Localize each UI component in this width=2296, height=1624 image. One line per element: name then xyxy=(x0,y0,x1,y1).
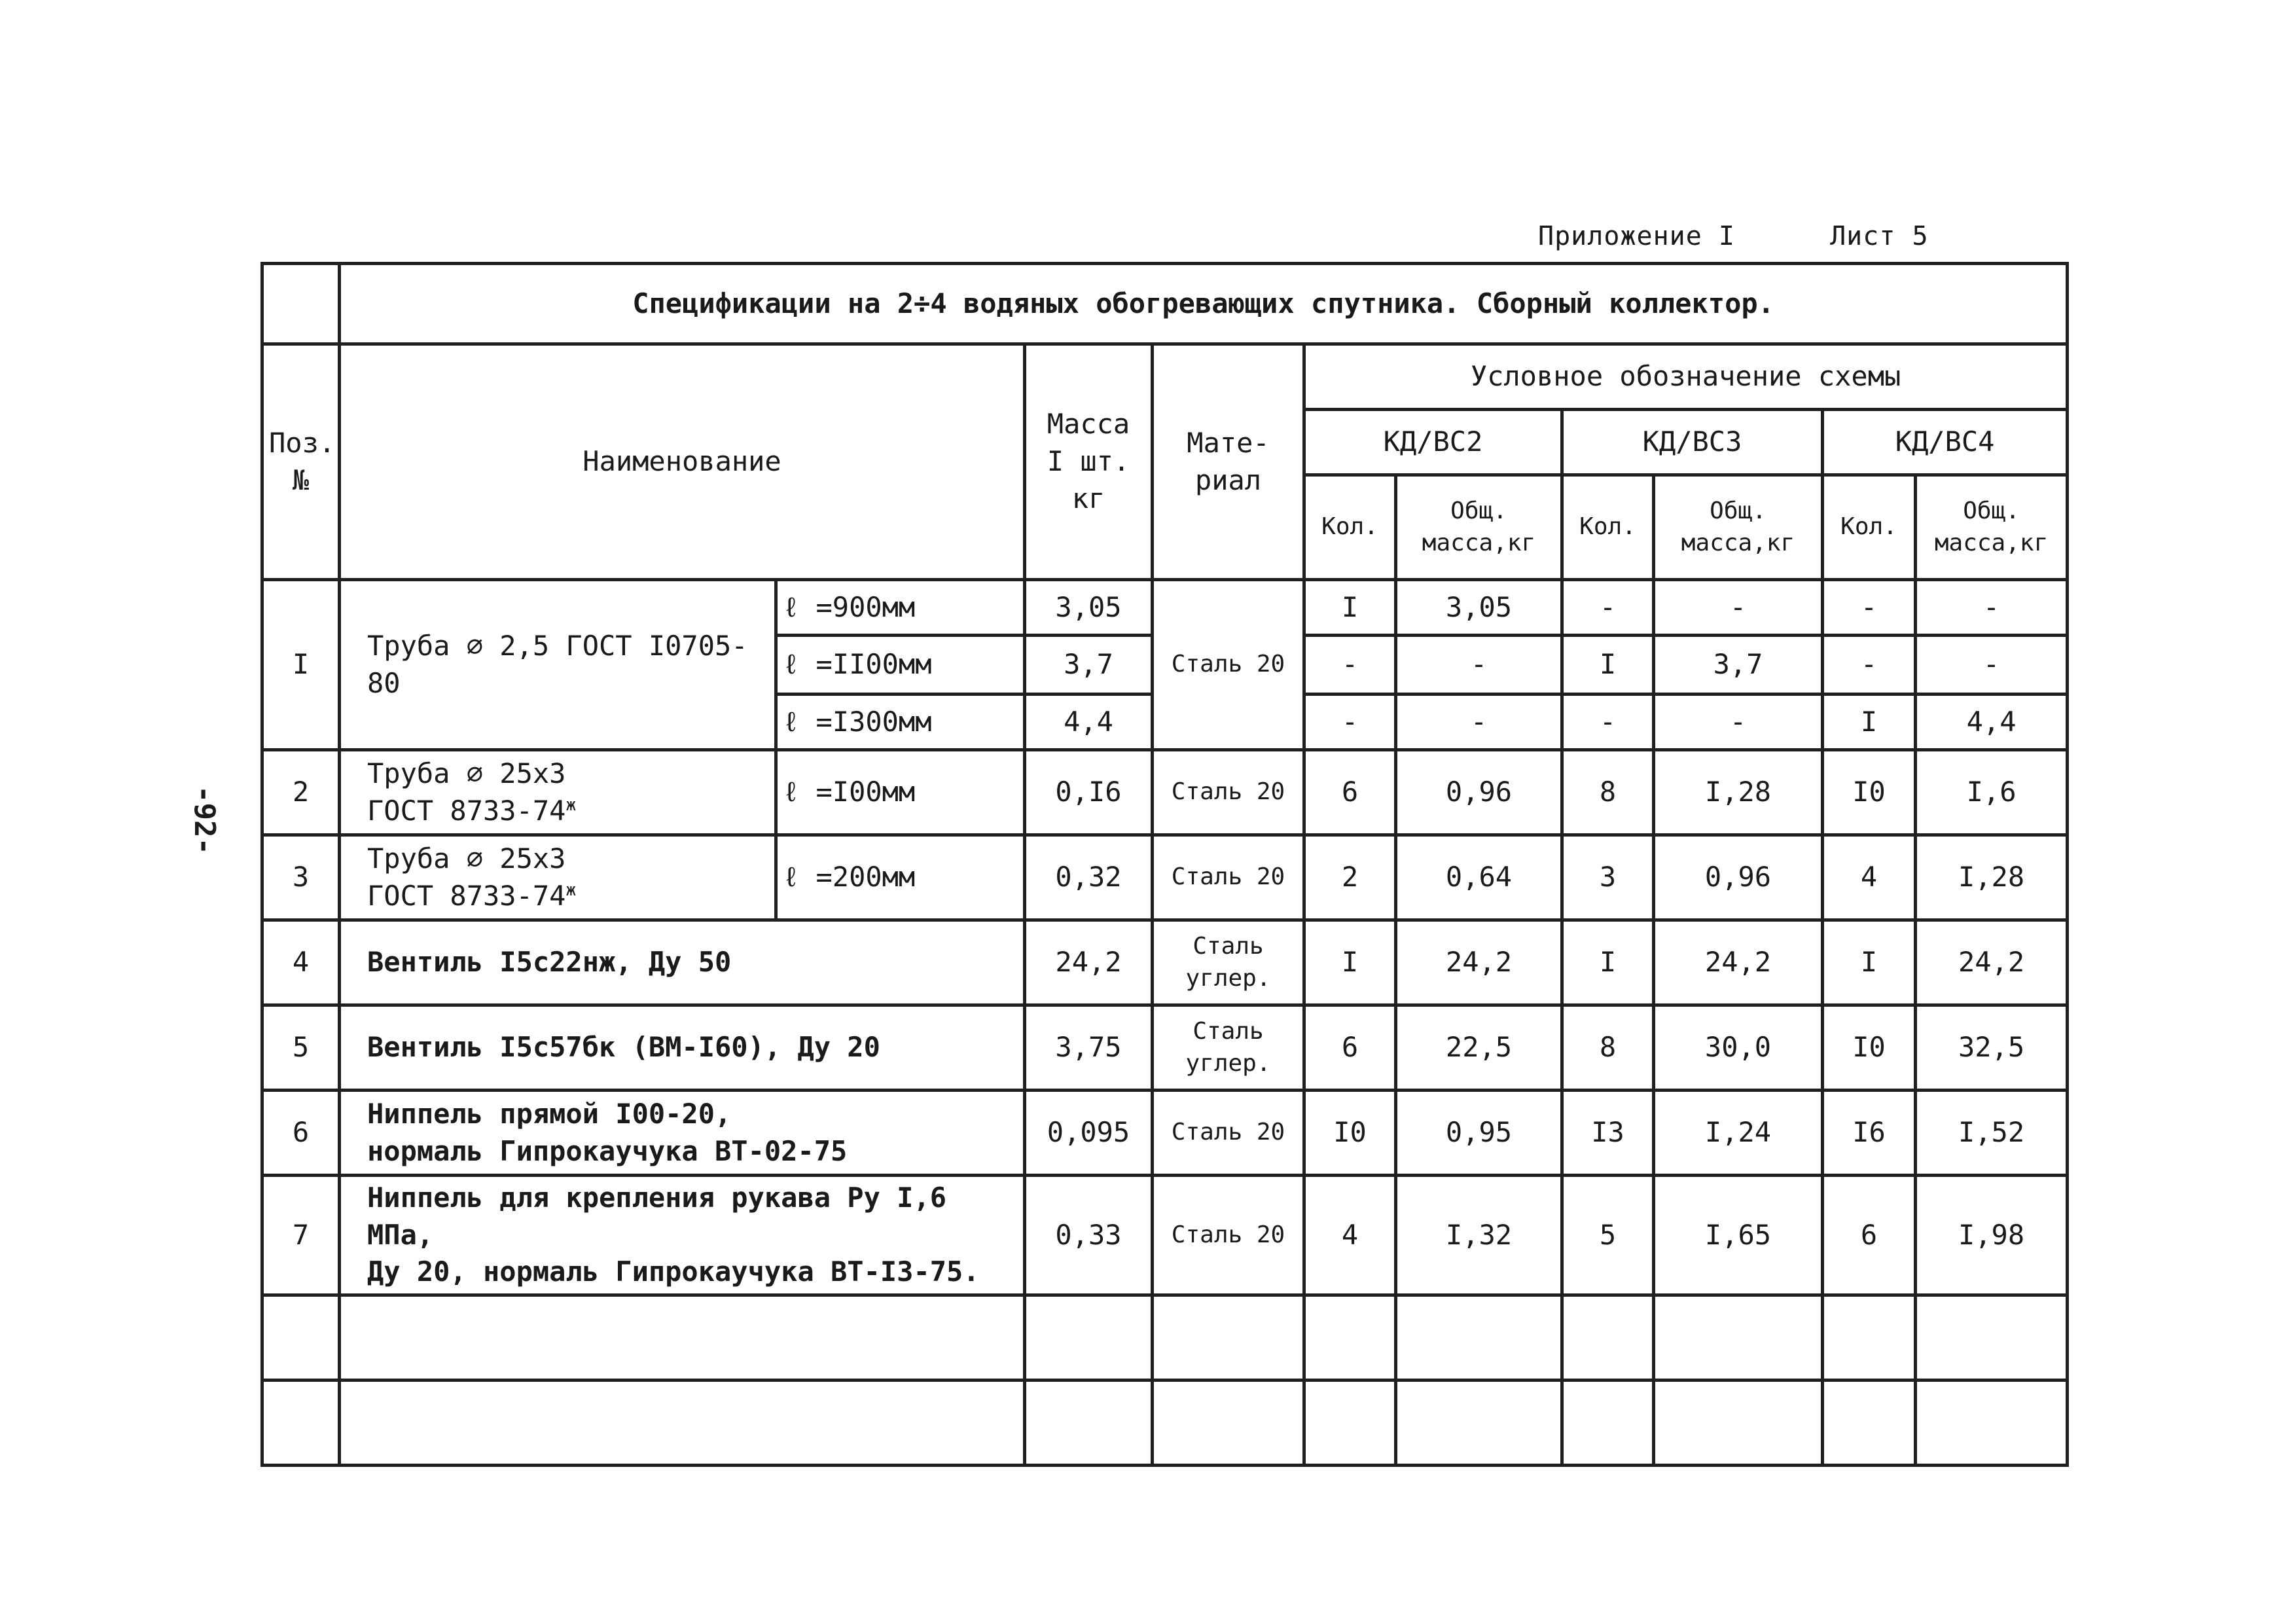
row-qty-2: 3 xyxy=(1562,835,1654,920)
row-qty-3: - xyxy=(1823,580,1916,636)
empty-row xyxy=(262,1295,2068,1380)
row-name xyxy=(340,750,776,835)
row-length: ℓ =I300мм xyxy=(776,695,1025,750)
row-pos: 3 xyxy=(262,835,340,920)
table-row xyxy=(262,920,2068,1005)
footnote-mark: ж xyxy=(565,880,577,900)
row-qty-1: I0 xyxy=(1304,1091,1396,1176)
header-scheme-3: КД/ВС4 xyxy=(1823,410,2068,475)
row-qty-1: - xyxy=(1304,695,1396,750)
row-pos: 4 xyxy=(262,920,340,1005)
header-scheme-group: Условное обозначение схемы xyxy=(1304,344,2068,410)
table-row xyxy=(262,580,2068,636)
header-qty-2: Кол. xyxy=(1562,475,1654,580)
row-mass: 3,05 xyxy=(1025,580,1153,636)
table-row xyxy=(262,1091,2068,1176)
row-mass: 3,75 xyxy=(1025,1005,1153,1091)
row-material: Сталь 20 xyxy=(1153,750,1304,835)
row-qty-3: I xyxy=(1823,920,1916,1005)
row-name: Труба ∅ 2,5 ГОСТ I0705-80 xyxy=(340,580,776,750)
row-mass-3: I,6 xyxy=(1916,750,2068,835)
footnote-mark: ж xyxy=(565,795,577,815)
row-pos: 6 xyxy=(262,1091,340,1176)
row-qty-1: I xyxy=(1304,920,1396,1005)
row-qty-2: - xyxy=(1562,580,1654,636)
row-material: Сталь углер. xyxy=(1153,1005,1304,1091)
page-header xyxy=(1538,221,1929,251)
row-name-line-1: Труба ∅ 25x3 xyxy=(367,757,566,789)
header-qty-3: Кол. xyxy=(1823,475,1916,580)
header-name: Наименование xyxy=(340,344,1025,580)
row-mass-2: - xyxy=(1654,580,1823,636)
row-mass-3: I,28 xyxy=(1916,835,2068,920)
row-qty-1: 4 xyxy=(1304,1176,1396,1295)
table-row xyxy=(262,835,2068,920)
row-mass-3: 24,2 xyxy=(1916,920,2068,1005)
row-name-line-1: Ниппель для крепления рукава Ру I,6 МПа, xyxy=(367,1182,947,1251)
row-mass: 4,4 xyxy=(1025,695,1153,750)
sheet-label: Лист 5 xyxy=(1830,221,1929,251)
row-qty-3: 4 xyxy=(1823,835,1916,920)
row-name xyxy=(340,1176,1025,1295)
row-qty-3: I xyxy=(1823,695,1916,750)
row-name-line-1: Ниппель прямой I00-20, xyxy=(367,1097,732,1130)
row-name xyxy=(340,835,776,920)
row-mass-2: I,24 xyxy=(1654,1091,1823,1176)
row-name: Вентиль I5c57бк (ВМ-I60), Ду 20 xyxy=(340,1005,1025,1091)
header-mass: Масса I шт. кг xyxy=(1025,344,1153,580)
row-mass-3: - xyxy=(1916,580,2068,636)
row-name-line-2: нормаль Гипрокаучука ВТ-02-75 xyxy=(367,1134,848,1167)
header-qty-1: Кол. xyxy=(1304,475,1396,580)
row-qty-3: I6 xyxy=(1823,1091,1916,1176)
row-mass-3: 32,5 xyxy=(1916,1005,2068,1091)
row-name: Вентиль I5c22нж, Ду 50 xyxy=(340,920,1025,1005)
row-mass-2: I,65 xyxy=(1654,1176,1823,1295)
row-qty-1: 6 xyxy=(1304,750,1396,835)
row-name xyxy=(340,1091,1025,1176)
row-mass-3: - xyxy=(1916,636,2068,695)
row-length: ℓ =I00мм xyxy=(776,750,1025,835)
row-pos: 7 xyxy=(262,1176,340,1295)
table-title: Спецификации на 2÷4 водяных обогревающих спутника. Сборный коллектор. xyxy=(340,264,2068,344)
row-pos: 2 xyxy=(262,750,340,835)
row-mass-2: 3,7 xyxy=(1654,636,1823,695)
appendix-label: Приложение I xyxy=(1538,221,1735,251)
row-qty-3: I0 xyxy=(1823,1005,1916,1091)
specification-table xyxy=(260,262,2069,1467)
row-mass-3: 4,4 xyxy=(1916,695,2068,750)
row-mass-3: I,52 xyxy=(1916,1091,2068,1176)
row-mass-1: - xyxy=(1396,695,1562,750)
header-row-1 xyxy=(262,344,2068,410)
row-material: Сталь 20 xyxy=(1153,835,1304,920)
row-qty-3: - xyxy=(1823,636,1916,695)
header-pos: Поз. № xyxy=(262,344,340,580)
row-mass-1: 0,96 xyxy=(1396,750,1562,835)
empty-row xyxy=(262,1380,2068,1466)
row-name-line-2: ГОСТ $8733-74^ж$ xyxy=(367,879,577,912)
row-qty-2: 8 xyxy=(1562,750,1654,835)
row-qty-3: I0 xyxy=(1823,750,1916,835)
row-qty-1: 6 xyxy=(1304,1005,1396,1091)
row-mass-3: I,98 xyxy=(1916,1176,2068,1295)
row-mass-2: I,28 xyxy=(1654,750,1823,835)
row-mass: 0,095 xyxy=(1025,1091,1153,1176)
header-total-mass-2: Общ. масса,кг xyxy=(1654,475,1823,580)
header-scheme-1: КД/ВС2 xyxy=(1304,410,1562,475)
header-total-mass-3: Общ. масса,кг xyxy=(1916,475,2068,580)
row-material: Сталь 20 xyxy=(1153,1176,1304,1295)
row-material: Сталь 20 xyxy=(1153,1091,1304,1176)
row-mass-1: I,32 xyxy=(1396,1176,1562,1295)
row-mass-1: 0,64 xyxy=(1396,835,1562,920)
row-mass-2: 30,0 xyxy=(1654,1005,1823,1091)
row-pos: 5 xyxy=(262,1005,340,1091)
row-qty-1: 2 xyxy=(1304,835,1396,920)
row-qty-2: 5 xyxy=(1562,1176,1654,1295)
row-qty-1: - xyxy=(1304,636,1396,695)
row-mass: 3,7 xyxy=(1025,636,1153,695)
row-mass: 0,33 xyxy=(1025,1176,1153,1295)
row-length: ℓ =200мм xyxy=(776,835,1025,920)
row-mass-2: - xyxy=(1654,695,1823,750)
row-length: ℓ =II00мм xyxy=(776,636,1025,695)
row-name-line-2: Ду 20, нормаль Гипрокаучука ВТ-I3-75. xyxy=(367,1255,980,1288)
title-row xyxy=(262,264,2068,344)
table-row xyxy=(262,750,2068,835)
row-length: ℓ =900мм xyxy=(776,580,1025,636)
page-number: -92- xyxy=(188,785,221,855)
row-qty-2: 8 xyxy=(1562,1005,1654,1091)
row-mass-2: 0,96 xyxy=(1654,835,1823,920)
row-mass-1: 0,95 xyxy=(1396,1091,1562,1176)
header-material: Мате-риал xyxy=(1153,344,1304,580)
row-mass-1: 24,2 xyxy=(1396,920,1562,1005)
row-mass-1: 3,05 xyxy=(1396,580,1562,636)
row-qty-1: I xyxy=(1304,580,1396,636)
row-mass: 0,32 xyxy=(1025,835,1153,920)
table-row xyxy=(262,1176,2068,1295)
row-pos: I xyxy=(262,580,340,750)
row-mass: 0,I6 xyxy=(1025,750,1153,835)
row-qty-2: - xyxy=(1562,695,1654,750)
row-material: Сталь углер. xyxy=(1153,920,1304,1005)
row-name-line-2: ГОСТ $8733-74^ж$ xyxy=(367,794,577,827)
row-mass: 24,2 xyxy=(1025,920,1153,1005)
row-name-line-1: Труба ∅ 25x3 xyxy=(367,842,566,875)
header-total-mass-1: Общ. масса,кг xyxy=(1396,475,1562,580)
row-mass-1: 22,5 xyxy=(1396,1005,1562,1091)
row-qty-3: 6 xyxy=(1823,1176,1916,1295)
row-mass-1: - xyxy=(1396,636,1562,695)
row-qty-2: I3 xyxy=(1562,1091,1654,1176)
row-material: Сталь 20 xyxy=(1153,580,1304,750)
row-qty-2: I xyxy=(1562,920,1654,1005)
row-mass-2: 24,2 xyxy=(1654,920,1823,1005)
row-qty-2: I xyxy=(1562,636,1654,695)
header-scheme-2: КД/ВС3 xyxy=(1562,410,1823,475)
table-row xyxy=(262,1005,2068,1091)
